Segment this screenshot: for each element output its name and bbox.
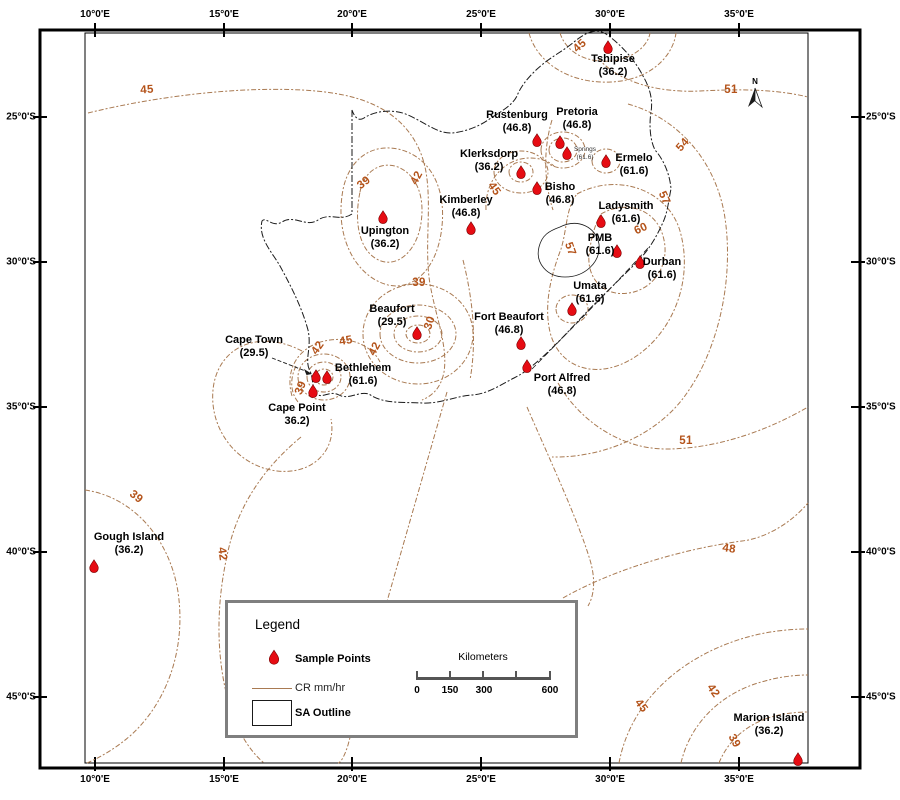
axis-label-longitude: 30°0'E [595, 774, 625, 785]
scale-number: 0 [414, 685, 420, 696]
sample-point-droplet-icon[interactable] [556, 136, 565, 149]
station-label [734, 712, 805, 738]
sample-point-droplet-icon[interactable] [794, 753, 803, 766]
station-value: (46.8) [545, 193, 575, 206]
north-arrow-label: N [752, 77, 758, 86]
contour-line [563, 503, 808, 598]
sample-point-droplet-icon[interactable] [523, 360, 532, 373]
axis-label-latitude: 25°0'S [6, 111, 36, 123]
axis-label-longitude: 15°0'E [209, 9, 239, 20]
sample-point-droplet-icon[interactable] [312, 370, 321, 383]
contour-value-label: 57 [562, 240, 578, 258]
station-value: (36.2) [370, 237, 400, 250]
axis-label-longitude: 10°0'E [80, 9, 110, 20]
axis-label-longitude: 35°0'E [724, 774, 754, 785]
contour-line [527, 407, 594, 606]
station-label [335, 362, 391, 388]
contour-value-label: 42 [309, 339, 327, 357]
station-name: Rustenburg [486, 109, 548, 121]
station-value: (46.8) [547, 384, 577, 397]
station-value: (61.6) [611, 212, 641, 225]
legend-box [225, 600, 578, 738]
station-name: Pretoria [556, 106, 598, 118]
legend-sa-outline-swatch [252, 700, 292, 726]
station-name: Gough Island [93, 531, 165, 543]
station-label [225, 334, 283, 360]
station-name: Ladysmith [598, 200, 654, 212]
station-name: Ermelo [615, 152, 653, 164]
axis-label-longitude: 10°0'E [80, 774, 110, 785]
scale-tick [416, 671, 418, 677]
contour-value-label: 39 [725, 732, 743, 750]
contour-value-label: 51 [724, 84, 738, 96]
station-name: Beaufort [369, 303, 415, 315]
station-label [545, 181, 576, 207]
station-name: Cape Town [225, 334, 283, 346]
contour-value-label: 42 [215, 546, 229, 562]
contour-value-label: 45 [139, 83, 155, 97]
station-value: (46.8) [562, 118, 592, 131]
north-arrow-icon [748, 88, 762, 107]
legend-contour-line-swatch [252, 688, 292, 689]
scale-number: 600 [541, 685, 559, 696]
axis-label-longitude: 20°0'E [337, 9, 367, 20]
station-label [268, 402, 325, 428]
contour-value-label: 30 [422, 314, 438, 332]
contour-value-label: 42 [408, 169, 426, 187]
legend-title: Legend [255, 617, 301, 632]
station-name: Fort Beaufort [474, 311, 544, 323]
axis-label-latitude: 40°0'S [866, 546, 896, 558]
contour-line [463, 260, 474, 380]
station-value: (36.2) [474, 160, 504, 173]
sample-point-droplet-icon[interactable] [604, 41, 613, 54]
station-name: Bethlehem [334, 362, 392, 374]
legend-sample-point-icon [266, 647, 282, 667]
station-value: (36.2) [114, 543, 144, 556]
scale-bar [414, 651, 559, 711]
axis-label-latitude: 35°0'S [866, 401, 896, 413]
station-value: (61.6) [576, 153, 594, 161]
station-name: Tshipise [591, 53, 635, 65]
station-label [573, 280, 607, 306]
station-label [460, 148, 518, 174]
station-label [369, 303, 414, 329]
station-value: (61.6) [619, 164, 649, 177]
scale-tick [482, 671, 484, 677]
station-label [643, 256, 682, 282]
sample-point-droplet-icon[interactable] [90, 560, 99, 573]
station-value: (61.6) [575, 292, 605, 305]
contour-value-label: 45 [571, 37, 589, 55]
scale-bar-title: Kilometers [458, 651, 508, 663]
scale-bar-line [416, 677, 551, 680]
scale-tick [549, 671, 551, 677]
axis-label-latitude: 45°0'S [6, 691, 36, 703]
station-value: (46.8) [494, 323, 524, 336]
station-label [586, 232, 615, 258]
scale-number: 300 [475, 685, 493, 696]
axis-label-latitude: 30°0'S [866, 256, 896, 268]
station-value: 36.2) [284, 414, 310, 427]
station-name: Bisho [544, 181, 576, 193]
station-name: Cape Point [268, 402, 326, 414]
sample-point-droplet-icon[interactable] [379, 211, 388, 224]
contour-value-label: 48 [721, 542, 737, 556]
station-label [534, 372, 590, 398]
axis-label-longitude: 30°0'E [595, 9, 625, 20]
station-label [556, 106, 598, 132]
axis-label-latitude: 30°0'S [6, 256, 36, 268]
station-label [591, 53, 635, 79]
sample-point-droplet-icon[interactable] [309, 385, 318, 398]
latitude-ticks-right [851, 117, 865, 697]
sample-point-droplet-icon[interactable] [563, 147, 572, 160]
contour-value-label: 60 [632, 220, 650, 238]
station-value: (36.2) [598, 65, 628, 78]
station-label [474, 311, 544, 337]
axis-label-longitude: 15°0'E [209, 774, 239, 785]
station-label [439, 194, 492, 220]
station-value: (61.6) [585, 244, 615, 257]
station-name: Klerksdorp [459, 148, 519, 160]
axis-label-longitude: 35°0'E [724, 9, 754, 20]
station-name: Durban [642, 256, 682, 268]
station-name: PMB [587, 232, 613, 244]
axis-label-latitude: 40°0'S [6, 546, 36, 558]
station-name: Port Alfred [533, 372, 591, 384]
station-value: (36.2) [754, 724, 784, 737]
station-value: (61.6) [647, 268, 677, 281]
station-value: (46.8) [502, 121, 532, 134]
station-name: Springs [573, 146, 597, 153]
station-name: Upington [360, 225, 410, 237]
sample-point-droplet-icon[interactable] [323, 371, 332, 384]
station-name: Umata [573, 280, 607, 292]
station-name: Marion Island [733, 712, 805, 724]
contour-value-label: 54 [674, 136, 692, 154]
sample-point-droplet-icon[interactable] [467, 222, 476, 235]
station-label [94, 531, 164, 557]
axis-label-latitude: 35°0'S [6, 401, 36, 413]
station-label [615, 152, 652, 178]
contour-value-label: 45 [632, 697, 650, 715]
sample-point-droplet-icon[interactable] [517, 337, 526, 350]
station-value: (29.5) [239, 346, 269, 359]
station-value: (61.6) [348, 374, 378, 387]
station-label-springs [574, 146, 596, 161]
station-label [361, 225, 409, 251]
sample-point-droplet-icon[interactable] [533, 134, 542, 147]
contour-value-label: 39 [292, 379, 310, 397]
legend-item-sa-outline: SA Outline [295, 707, 351, 719]
axis-label-longitude: 25°0'E [466, 774, 496, 785]
station-name: Kimberley [439, 194, 493, 206]
axis-label-latitude: 45°0'S [866, 691, 896, 703]
sample-point-droplet-icon[interactable] [602, 155, 611, 168]
legend-item-cr: CR mm/hr [295, 682, 346, 694]
legend-item-sample-points: Sample Points [295, 653, 371, 665]
scale-tick [449, 671, 451, 677]
station-value: (46.8) [451, 206, 481, 219]
axis-label-longitude: 25°0'E [466, 9, 496, 20]
contour-value-label: 51 [679, 435, 693, 447]
contour-value-label: 42 [704, 682, 722, 700]
contour-value-label: 39 [127, 488, 145, 506]
scale-number: 150 [441, 685, 459, 696]
contour-value-label: 39 [355, 174, 373, 192]
contour-value-label: 45 [485, 180, 503, 198]
scale-tick [515, 671, 517, 677]
axis-label-longitude: 20°0'E [337, 774, 367, 785]
contour-value-label: 39 [412, 277, 426, 289]
contour-value-label: 57 [655, 189, 673, 207]
cape-town-leader-line [272, 358, 308, 372]
station-label [486, 109, 548, 135]
contour-value-label: 42 [366, 340, 384, 358]
sample-point-droplet-icon[interactable] [533, 182, 542, 195]
axis-label-latitude: 25°0'S [866, 111, 896, 123]
station-value: (29.5) [377, 315, 407, 328]
contour-line [341, 148, 443, 286]
contour-value-label: 45 [338, 333, 354, 349]
